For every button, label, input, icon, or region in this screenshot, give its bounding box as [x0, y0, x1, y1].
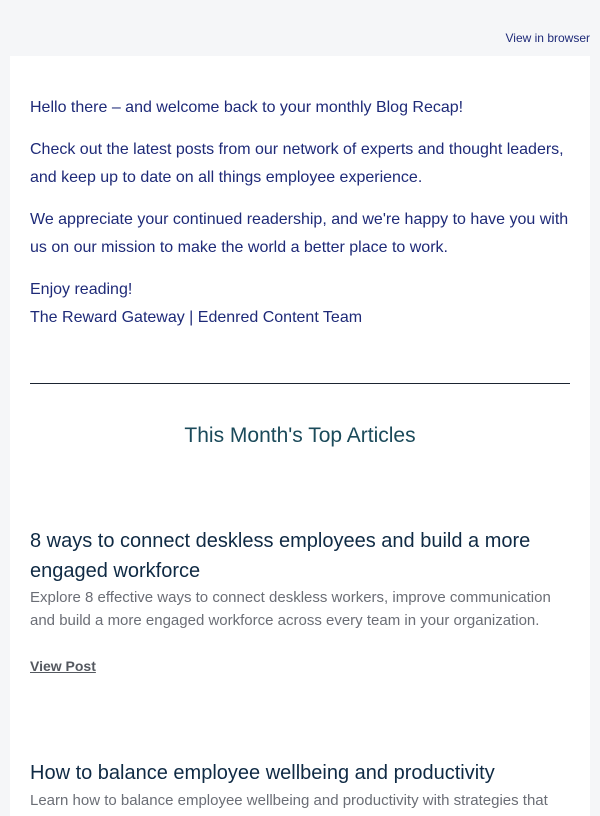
view-in-browser-link[interactable]: View in browser — [505, 31, 590, 45]
section-divider — [30, 383, 570, 384]
intro-paragraph-2: We appreciate your continued readership, and we're happy to have you with us on our mission to make the world a better place to work. — [30, 211, 569, 256]
intro-greeting: Hello there – and welcome back to your monthly Blog Recap! — [30, 99, 464, 116]
intro-team-signature: The Reward Gateway | Edenred Content Team — [30, 309, 363, 326]
article-title[interactable]: How to balance employee wellbeing and productivity — [30, 762, 495, 784]
article-excerpt: Explore 8 effective ways to connect deskless workers, improve communication and build a more engaged workforce across every team in your organization. — [30, 589, 551, 629]
view-post-link[interactable]: View Post — [30, 658, 96, 674]
article-card — [30, 526, 570, 676]
section-title: This Month's Top Articles — [184, 424, 416, 447]
article-excerpt: Learn how to balance employee wellbeing and productivity with strategies that — [30, 792, 548, 809]
intro-signoff: Enjoy reading! — [30, 281, 133, 298]
article-title[interactable]: 8 ways to connect deskless employees and build a more engaged workforce — [30, 530, 531, 582]
email-body — [10, 56, 590, 816]
article-card — [30, 758, 570, 812]
email-header — [0, 0, 600, 56]
intro-paragraph-1: Check out the latest posts from our network of experts and thought leaders, and keep up to date on all things employee experience. — [30, 141, 564, 186]
intro-section — [30, 94, 570, 332]
